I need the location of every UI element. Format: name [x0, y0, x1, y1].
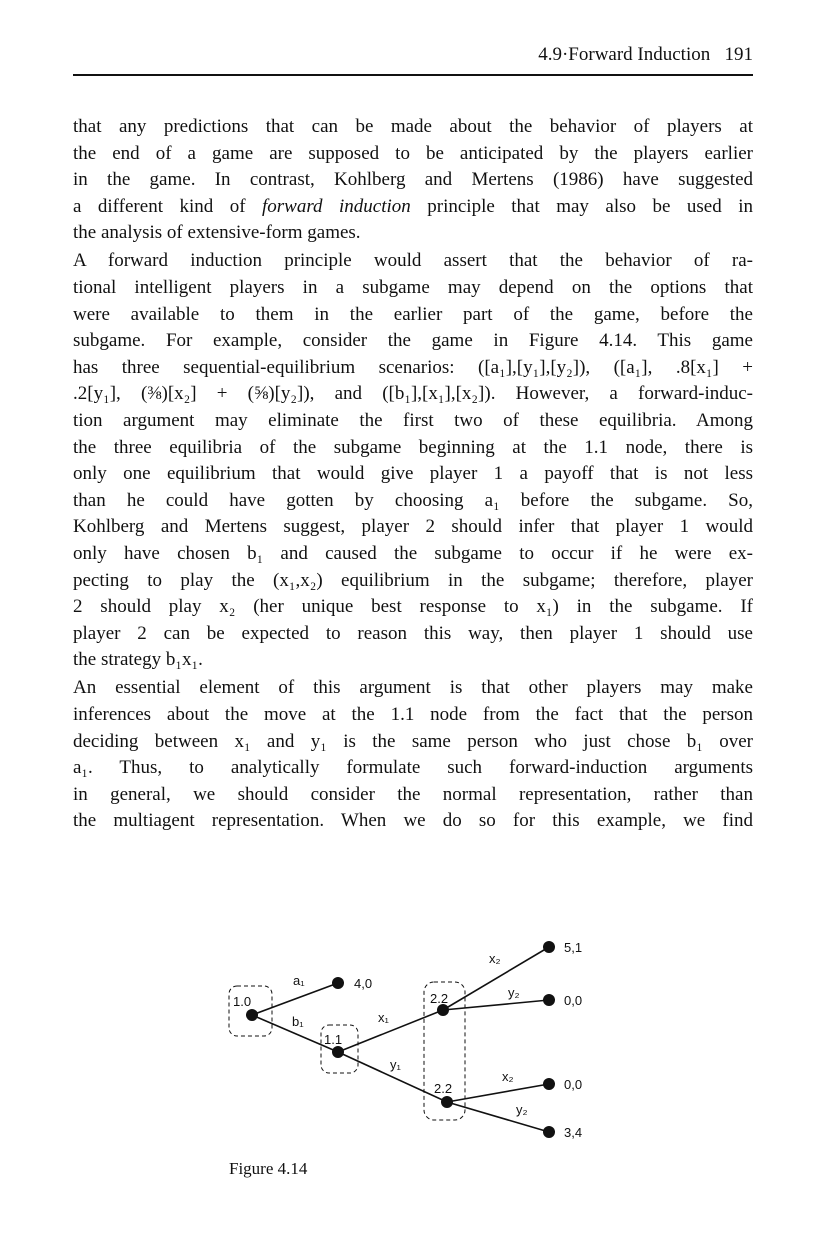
- text-line: that any predictions that can be made about the behavior of players at: [73, 116, 753, 137]
- move-label-b1: b₁: [292, 1014, 304, 1029]
- payoff-label: 5,1: [564, 940, 583, 955]
- node-1-0: [246, 1009, 258, 1021]
- text-line: in the game. In contrast, Kohlberg and Mertens (1986) have suggested: [73, 169, 753, 191]
- move-label-a1: a₁: [293, 973, 305, 988]
- move-label-x1: x₁: [378, 1010, 389, 1025]
- edge-x1: [338, 1010, 443, 1052]
- running-header: [538, 44, 753, 66]
- text-line: the three equilibria of the subgame beginning at the 1.1 node, there is: [73, 436, 753, 458]
- text-line: has three sequential-equilibrium scenarios: ([a₁],[y₁],[y₂]), ([a₁], .8[x₁] +: [73, 356, 753, 378]
- edge-y2-upper: [443, 1000, 549, 1010]
- text-line: the end of a game are supposed to be anticipated by the players earlier: [73, 142, 753, 164]
- text-line: A forward induction principle would assert that the behavior of ra-: [73, 250, 753, 272]
- body-text: [73, 114, 753, 835]
- info-label-1-1: 1.1: [324, 1032, 343, 1047]
- text-line: inferences about the move at the 1.1 node from the fact that the person: [73, 704, 753, 726]
- emphasis: forward induction: [262, 195, 411, 217]
- terminal-node: [332, 977, 344, 989]
- paragraph: [73, 248, 753, 674]
- text-line: tional intelligent players in a subgame may depend on the options that: [73, 277, 753, 299]
- text-line: the analysis of extensive-form games.: [73, 222, 361, 244]
- figure-caption: Figure 4.14: [229, 1159, 308, 1178]
- text-line: 2 should play x₂ (her unique best response to x₁) in the subgame. If: [73, 596, 753, 618]
- node-1-1: [332, 1046, 344, 1058]
- payoff-label: 4,0: [354, 976, 373, 991]
- terminal-node: [543, 941, 555, 953]
- text-line: a₁. Thus, to analytically formulate such forward-induction arguments: [73, 757, 753, 779]
- edge-x2-lower: [447, 1084, 549, 1102]
- text-line: than he could have gotten by choosing a₁ before the subgame. So,: [73, 489, 753, 511]
- text-line: subgame. For example, consider the game in Figure 4.14. This game: [73, 330, 753, 352]
- paragraph: [73, 114, 753, 247]
- info-label-2-2-upper: 2.2: [430, 991, 449, 1006]
- game-tree-figure: [0, 900, 826, 1160]
- move-label-x2-lower: x₂: [502, 1069, 514, 1084]
- node-2-2-lower: [441, 1096, 453, 1108]
- terminal-node: [543, 994, 555, 1006]
- text-line: in general, we should consider the normal representation, rather than: [73, 783, 753, 805]
- header-rule: [73, 74, 753, 76]
- move-label-y2-upper: y₂: [508, 985, 520, 1000]
- text-line: Kohlberg and Mertens suggest, player 2 should infer that player 1 would: [73, 516, 753, 538]
- move-label-y2-lower: y₂: [516, 1102, 528, 1117]
- text-line: deciding between x₁ and y₁ is the same person who just chose b₁ over: [73, 730, 753, 752]
- text-line: pecting to play the (x₁,x₂) equilibrium in the subgame; therefore, player: [73, 569, 753, 591]
- text-line: the multiagent representation. When we do so for this example, we find: [73, 810, 753, 832]
- payoff-label: 3,4: [564, 1125, 583, 1140]
- text-line: player 2 can be expected to reason this way, then player 1 should use: [73, 622, 753, 644]
- terminal-node: [543, 1126, 555, 1138]
- text-line: were available to them in the earlier part of the game, before the: [73, 303, 753, 325]
- terminal-node: [543, 1078, 555, 1090]
- text-line: a different kind of forward induction principle that may also be used in: [73, 195, 753, 217]
- text-line: An essential element of this argument is that other players may make: [73, 677, 753, 699]
- section-title: 4.9·Forward Induction: [538, 44, 711, 65]
- info-label-2-2-lower: 2.2: [434, 1081, 453, 1096]
- move-label-y1: y₁: [390, 1057, 401, 1072]
- text-line: only have chosen b₁ and caused the subgame to occur if he were ex-: [73, 543, 753, 564]
- text-line: only one equilibrium that would give player 1 a payoff that is not less: [73, 463, 753, 485]
- payoff-label: 0,0: [564, 1077, 583, 1092]
- text-line: tion argument may eliminate the first two of these equilibria. Among: [73, 410, 753, 432]
- page-number: 191: [724, 44, 753, 65]
- text-line: the strategy b₁x₁.: [73, 649, 203, 671]
- move-label-x2-upper: x₂: [489, 951, 501, 966]
- info-label-1-0: 1.0: [233, 994, 252, 1009]
- payoff-label: 0,0: [564, 993, 583, 1008]
- text-line: .2[y₁], (⅜)[x₂] + (⅝)[y₂]), and ([b₁],[x₁],[x₂]). However, a forward-induc-: [73, 383, 753, 405]
- paragraph: [73, 675, 753, 835]
